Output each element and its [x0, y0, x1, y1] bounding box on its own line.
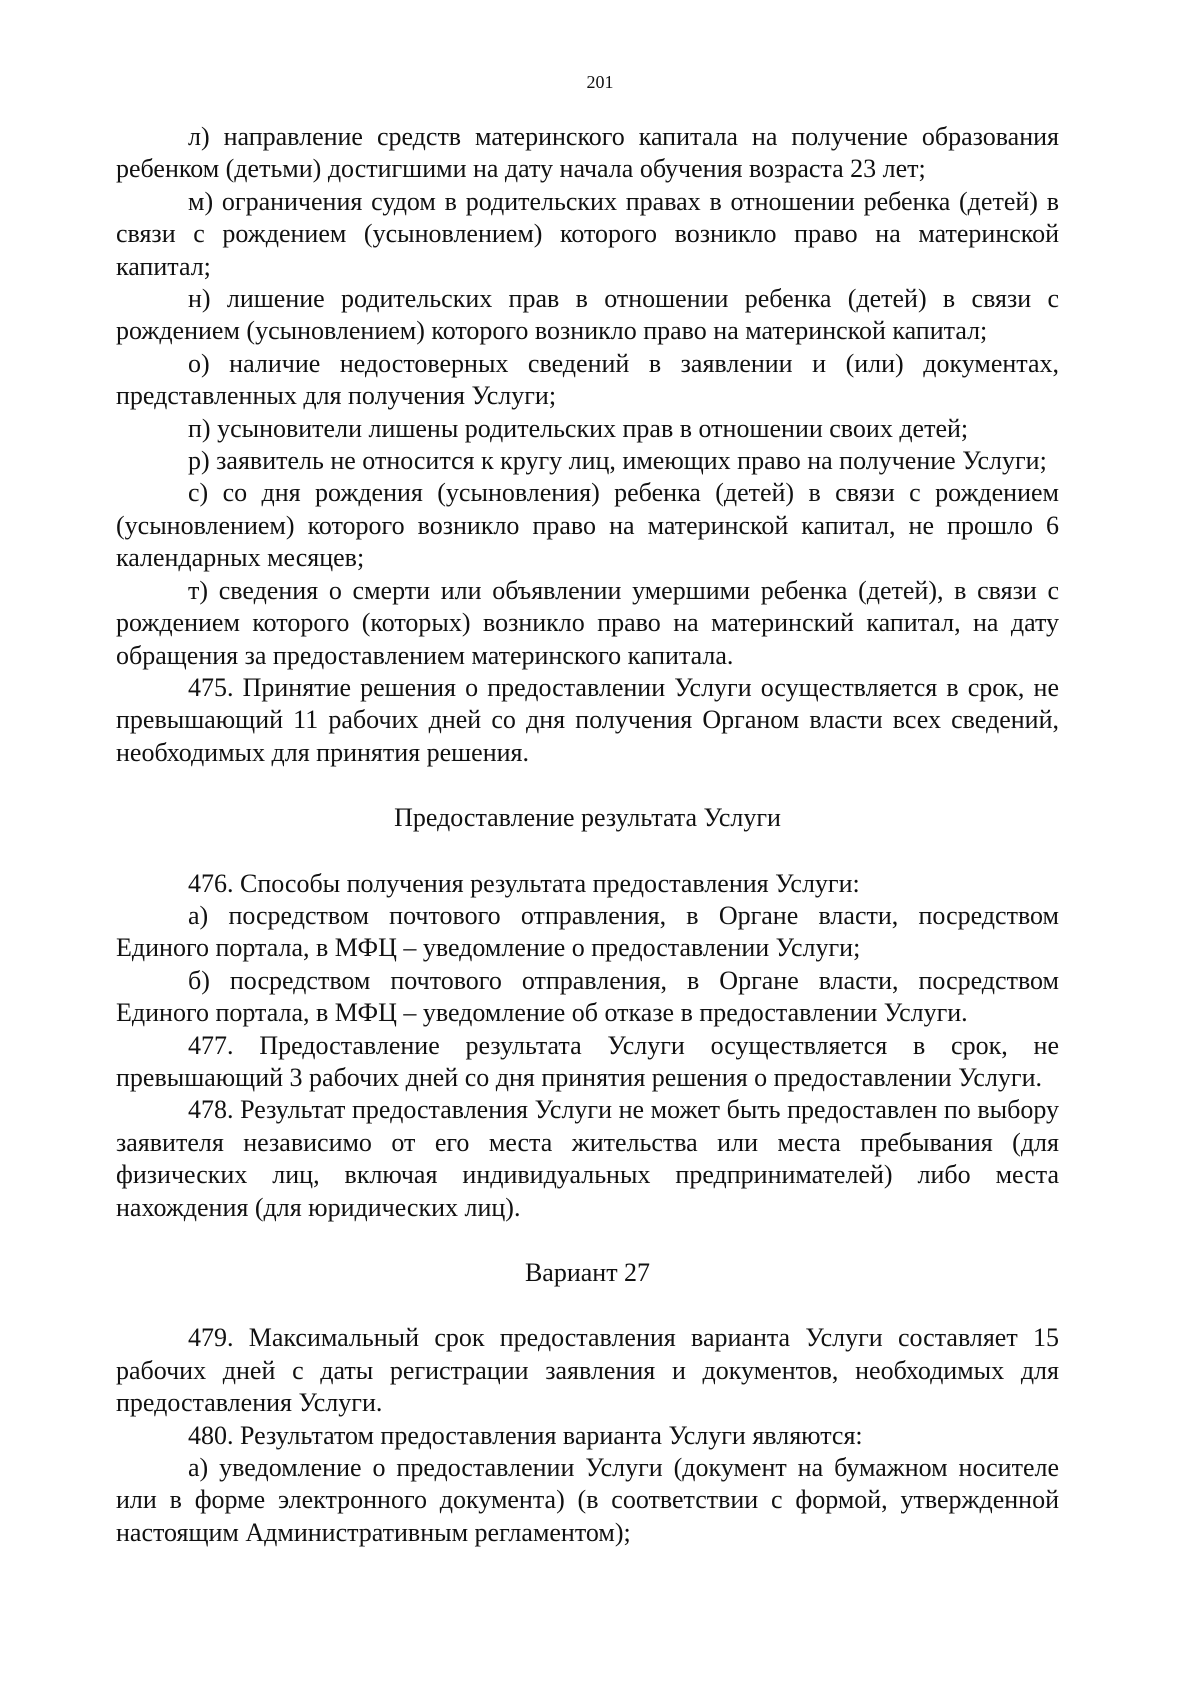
paragraph-478: 478. Результат предоставления Услуги не может быть предоставлен по выбору заявителя независимо от его места жительства или места пребывания (для физических лиц, включая индивидуальных предпринимателей) либо места нахождения (для юридических лиц). [116, 1095, 1059, 1222]
section-heading-result: Предоставление результата Услуги [394, 803, 781, 833]
paragraph-476-b: б) посредством почтового отправления, в Органе власти, посредством Единого портала, в МФЦ – уведомление об отказе в предоставлении Услуги. [116, 965, 1059, 1028]
paragraph-n: н) лишение родительских прав в отношении ребенка (детей) в связи с рождением (усыновлением) которого возникло право на материнской капитал; [116, 284, 1059, 346]
paragraph-m: м) ограничения судом в родительских правах в отношении ребенка (детей) в связи с рождением (усыновлением) которого возникло право на материнской капитал; [116, 186, 1059, 281]
paragraph-479: 479. Максимальный срок предоставления варианта Услуги составляет 15 рабочих дней с даты регистрации заявления и документов, необходимых для предоставления Услуги. [116, 1323, 1059, 1418]
paragraph-476-a: а) посредством почтового отправления, в Органе власти, посредством Единого портала, в МФЦ – уведомление о предоставлении Услуги; [116, 900, 1059, 963]
paragraph-477: 477. Предоставление результата Услуги осуществляется в срок, не превышающий 3 рабочих дней со дня принятия решения о предоставлении Услуги. [116, 1030, 1059, 1092]
paragraph-o: о) наличие недостоверных сведений в заявлении и (или) документах, представленных для получения Услуги; [116, 348, 1059, 411]
document-body [116, 121, 1059, 1549]
paragraph-475: 475. Принятие решения о предоставлении Услуги осуществляется в срок, не превышающий 11 рабочих дней со дня получения Органом власти всех сведений, необходимых для принятия решения. [116, 672, 1059, 767]
paragraph-r: р) заявитель не относится к кругу лиц, имеющих право на получение Услуги; [188, 446, 1047, 476]
paragraph-480-a: а) уведомление о предоставлении Услуги (документ на бумажном носителе или в форме электронного документа) (в соответствии с формой, утвержденной настоящим Административным регламентом); [116, 1453, 1059, 1547]
paragraph-p: п) усыновители лишены родительских прав в отношении своих детей; [188, 413, 969, 443]
paragraph-480: 480. Результатом предоставления варианта Услуги являются: [188, 1420, 863, 1450]
paragraph-476: 476. Способы получения результата предоставления Услуги: [188, 868, 860, 898]
paragraph-t: т) сведения о смерти или объявлении умершими ребенка (детей), в связи с рождением которого (которых) возникло право на материнский капитал, на дату обращения за предоставлением материнского капитала. [116, 575, 1059, 670]
page-number: 201 [586, 72, 614, 92]
paragraph-l: л) направление средств материнского капитала на получение образования ребенком (детьми) достигшими на дату начала обучения возраста 23 лет; [116, 122, 1059, 184]
paragraph-s: с) со дня рождения (усыновления) ребенка (детей) в связи с рождением (усыновлением) которого возникло право на материнской капитал, не прошло 6 календарных месяцев; [116, 478, 1059, 573]
section-heading-variant-27: Вариант 27 [524, 1258, 651, 1287]
